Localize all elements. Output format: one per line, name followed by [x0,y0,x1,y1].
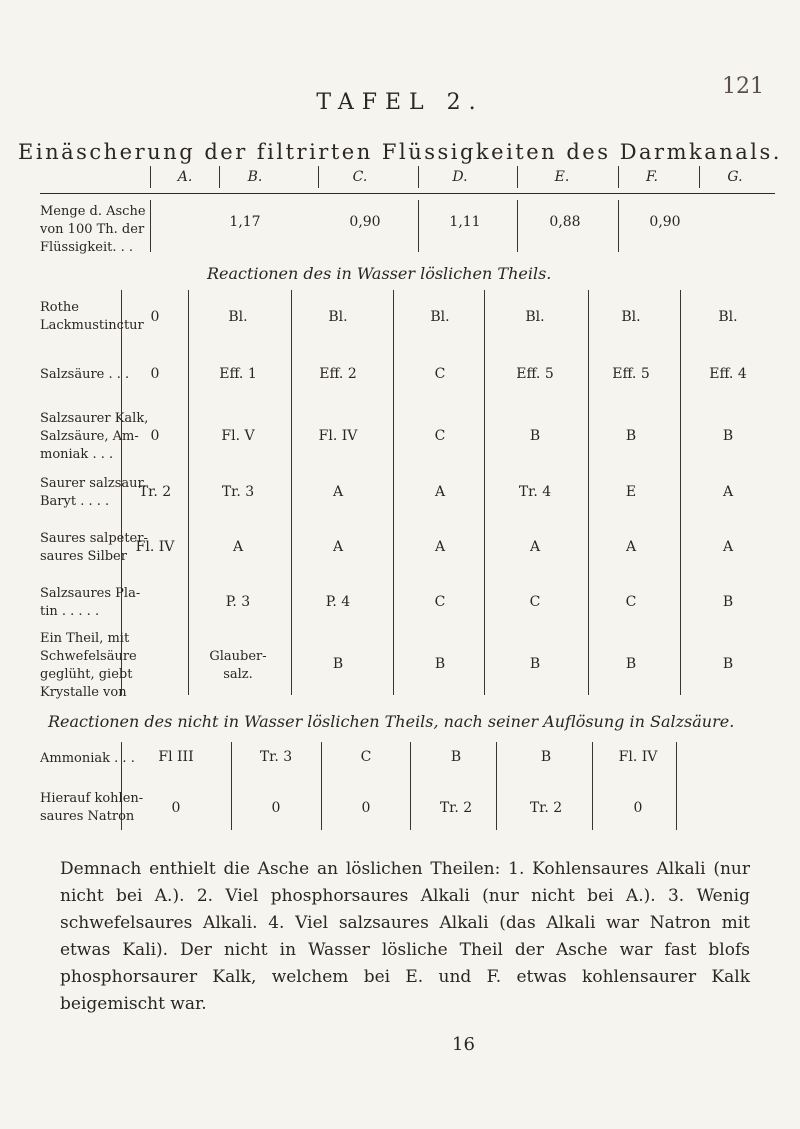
row-label-lackmus: Rothe Lackmustinctur [40,300,144,333]
summary-paragraph: Demnach enthielt die Asche an löslichen Theilen: 1. Kohlensaures Alkali (nur nicht bei A.). 2. Viel phosphorsaures Alkali (nur nicht bei A.). 3. Wenig schwefelsaures Alkali. 4. Viel salzsaures Alkali (das Alkali war Natron mit etwas Kali). Der nicht in Wasser lösliche Theil der Asche war fast blofs phosphorsaurer Kalk, welchem bei E. und F. etwas kohlensaurer Kalk beigemischt war. [60,859,750,1014]
section2-column-line [592,742,593,830]
row-label-platin: Salzsaures Pla- tin . . . . . [40,586,141,619]
table-cell: B [540,749,552,765]
header-rule [40,193,775,194]
row-label-silber: Saures salpeter- saures Silber [40,531,148,564]
table-cell: Bl. [328,309,348,325]
table-cell: C [434,428,446,444]
table-cell: Bl. [430,309,450,325]
section1-column-line [680,290,681,695]
ash-value-g: 0,90 [649,214,681,230]
row-label-baryt: Saurer salzsaur. Baryt . . . . [40,476,147,509]
table-cell: A [332,539,344,555]
row-divider [517,200,518,252]
row-divider [618,200,619,252]
table-cell: 0 [150,309,160,325]
ash-value-e: 1,11 [449,214,481,230]
table-cell: Bl. [228,309,248,325]
table-cell: A [722,539,734,555]
row-label-natron: Hierauf kohlen- saures Natron [40,791,144,824]
table-cell: Tr. 2 [138,484,172,500]
table-cell: A [434,484,446,500]
plate-heading: TAFEL 2. [316,90,484,115]
column-header-d: D. [452,169,468,185]
table-cell: 0 [271,800,281,816]
table-cell: A [722,484,734,500]
table-cell: Eff. 1 [219,366,257,382]
table-cell: Tr. 3 [221,484,255,500]
section1-column-line [588,290,589,695]
header-divider [318,166,319,188]
signature-mark: 16 [452,1034,475,1055]
section1-column-line [484,290,485,695]
table-cell: Eff. 5 [612,366,650,382]
table-title: Einäscherung der filtrirten Flüssigkeiten des Darmkanals. [18,140,782,164]
table-cell: Fl. IV [135,539,175,555]
table-cell: Fl III [158,749,194,765]
section-heading-soluble: Reactionen des in Wasser löslichen Theils. [207,264,552,283]
table-cell: B [625,428,637,444]
header-divider [150,166,151,188]
table-cell: B [722,428,734,444]
table-cell: Eff. 4 [709,366,747,382]
column-header-b: B. [247,169,263,185]
header-divider [618,166,619,188]
column-header-g: G. [727,169,743,185]
table-cell: B [722,594,734,610]
section2-column-line [410,742,411,830]
table-cell: P. 3 [225,594,251,610]
row-label-ammoniak: Ammoniak . . . [40,751,135,766]
section1-column-line [291,290,292,695]
ash-value-d: 0,90 [349,214,381,230]
section1-column-line [393,290,394,695]
table-cell: Tr. 4 [518,484,552,500]
row-label-salzsaeure: Salzsäure . . . [40,367,130,382]
ash-value-f: 0,88 [549,214,581,230]
header-divider [219,166,220,188]
table-cell: 0 [150,428,160,444]
row-label-schwefelsaeure: Ein Theil, mit Schwefelsäure geglüht, giebt Krystalle von [40,631,137,700]
header-divider [418,166,419,188]
table-cell: Eff. 2 [319,366,357,382]
table-cell: Tr. 3 [259,749,293,765]
table-cell: 0 [361,800,371,816]
table-cell: Fl. IV [618,749,658,765]
table-cell: C [434,366,446,382]
table-cell: 0 [150,366,160,382]
table-cell: C [529,594,541,610]
ash-value-b: 1,17 [229,214,261,230]
section2-column-line [321,742,322,830]
table-cell: C [360,749,372,765]
table-cell: Eff. 5 [516,366,554,382]
table-cell: Tr. 2 [439,800,473,816]
table-cell: B [450,749,462,765]
section-heading-insoluble: Reactionen des nicht in Wasser löslichen Theils, nach seiner Auflösung in Salzsäure. [48,712,735,731]
page-number: 121 [722,74,764,99]
section2-column-line [496,742,497,830]
table-cell: B [529,656,541,672]
table-cell: B [625,656,637,672]
table-cell: 0 [633,800,643,816]
table-cell: A [232,539,244,555]
row-divider [150,200,151,252]
table-cell: Bl. [525,309,545,325]
table-cell: 0 [171,800,181,816]
section2-column-line [231,742,232,830]
table-cell: C [625,594,637,610]
row-divider [418,200,419,252]
column-header-a: A. [177,169,193,185]
row-label-ash: Menge d. Asche von 100 Th. der Flüssigkeit. . . [40,204,146,255]
table-cell: B [722,656,734,672]
table-cell: Bl. [718,309,738,325]
table-cell: B [529,428,541,444]
table-cell: B [332,656,344,672]
table-cell: Glauber- salz. [209,649,267,682]
table-cell: Bl. [621,309,641,325]
column-header-c: C. [352,169,368,185]
table-cell: Fl. IV [318,428,358,444]
header-divider [699,166,700,188]
column-header-e: E. [554,169,570,185]
table-cell: A [625,539,637,555]
table-cell: E [625,484,637,500]
table-cell: A [434,539,446,555]
header-divider [517,166,518,188]
table-cell: A [332,484,344,500]
row-label-salzsaurer-kalk: Salzsaurer Kalk, Salzsäure, Am- moniak . . . [40,411,149,462]
table-cell: P. 4 [325,594,351,610]
table-cell: Fl. V [221,428,255,444]
table-cell: Tr. 2 [529,800,563,816]
column-header-f: F. [646,169,658,185]
table-cell: B [434,656,446,672]
table-cell: C [434,594,446,610]
table-cell: A [529,539,541,555]
